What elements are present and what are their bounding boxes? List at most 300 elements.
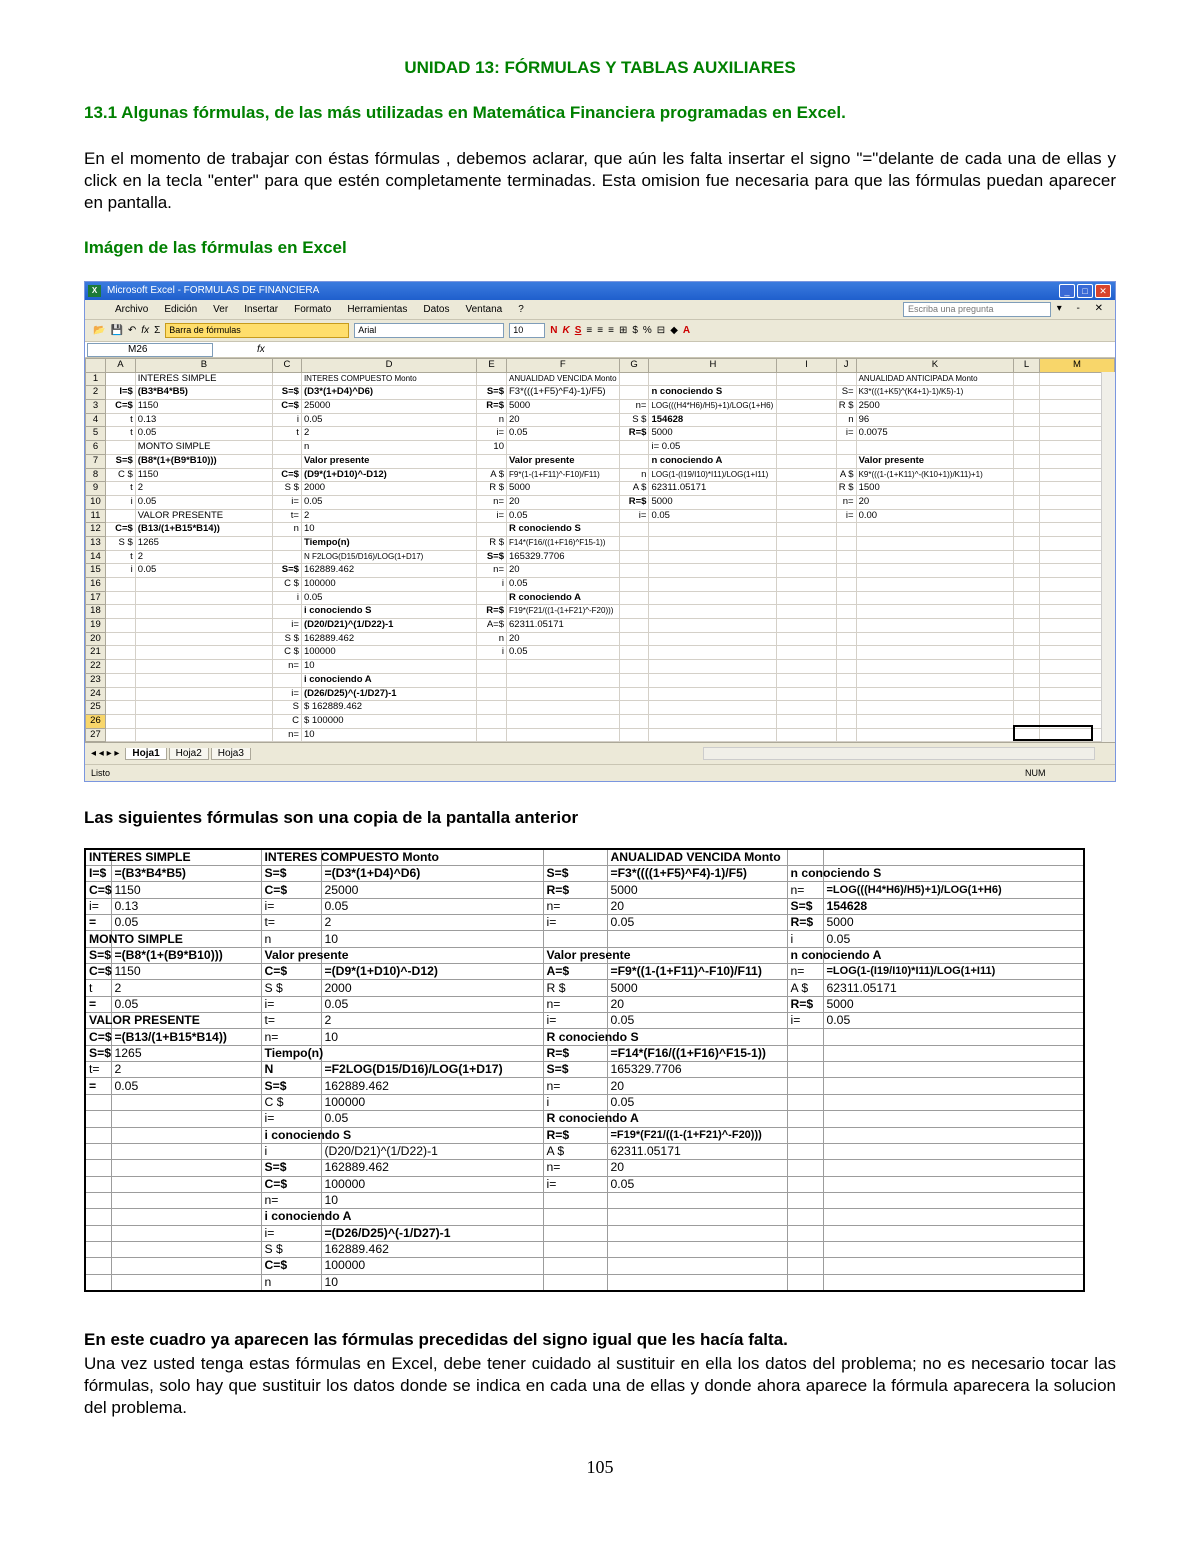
percent-icon[interactable]: % xyxy=(642,325,652,336)
cell[interactable] xyxy=(649,619,777,633)
row-header[interactable]: 3 xyxy=(86,400,106,414)
cell[interactable]: 0.00 xyxy=(856,509,1014,523)
cell[interactable] xyxy=(619,578,649,592)
cell[interactable]: i= xyxy=(477,509,507,523)
cell[interactable] xyxy=(777,372,836,386)
row-header[interactable]: 27 xyxy=(86,728,106,742)
cell[interactable]: 1150 xyxy=(135,400,272,414)
cell[interactable]: i= xyxy=(836,427,856,441)
cell[interactable] xyxy=(836,605,856,619)
cell[interactable] xyxy=(1014,591,1040,605)
cell[interactable] xyxy=(135,632,272,646)
cell[interactable] xyxy=(836,632,856,646)
cell[interactable]: (B3*B4*B5) xyxy=(135,386,272,400)
cell[interactable]: i= xyxy=(273,619,302,633)
cell[interactable]: 10 xyxy=(301,660,476,674)
cell[interactable]: 162889.462 xyxy=(301,564,476,578)
cell[interactable] xyxy=(1014,454,1040,468)
row-header[interactable]: 12 xyxy=(86,523,106,537)
cell[interactable] xyxy=(135,701,272,715)
cell[interactable] xyxy=(836,728,856,742)
cell[interactable]: 0.13 xyxy=(135,413,272,427)
cell[interactable] xyxy=(836,646,856,660)
cell[interactable]: S=$ xyxy=(105,454,135,468)
sum-icon[interactable]: Σ xyxy=(154,325,161,336)
cell[interactable] xyxy=(135,687,272,701)
cell[interactable]: ANUALIDAD ANTICIPADA Monto xyxy=(856,372,1014,386)
cell[interactable]: ANUALIDAD VENCIDA Monto xyxy=(507,372,620,386)
cell[interactable] xyxy=(105,591,135,605)
cell[interactable]: A $ xyxy=(619,482,649,496)
cell[interactable]: (D9*(1+D10)^-D12) xyxy=(301,468,476,482)
row-header[interactable]: 11 xyxy=(86,509,106,523)
cell[interactable]: 165329.7706 xyxy=(507,550,620,564)
column-header[interactable]: C xyxy=(273,359,302,373)
cell[interactable]: n xyxy=(477,632,507,646)
active-cell-cursor[interactable] xyxy=(1013,725,1093,741)
cell[interactable] xyxy=(619,728,649,742)
row-header[interactable]: 21 xyxy=(86,646,106,660)
cell[interactable] xyxy=(649,605,777,619)
cell[interactable]: t= xyxy=(273,509,302,523)
menu-item[interactable]: ? xyxy=(518,304,524,315)
cell[interactable] xyxy=(477,372,507,386)
column-header[interactable]: B xyxy=(135,359,272,373)
column-header[interactable]: H xyxy=(649,359,777,373)
cell[interactable] xyxy=(777,660,836,674)
cell[interactable] xyxy=(836,673,856,687)
minimize-icon[interactable]: _ xyxy=(1059,284,1075,298)
cell[interactable]: K9*(((1-(1+K11)^-(K10+1))/K11)+1) xyxy=(856,468,1014,482)
italic-icon[interactable]: K xyxy=(562,325,570,336)
cell[interactable] xyxy=(1014,386,1040,400)
cell[interactable] xyxy=(1014,605,1040,619)
cell[interactable]: 20 xyxy=(507,564,620,578)
cell[interactable] xyxy=(649,578,777,592)
cell[interactable]: 20 xyxy=(856,495,1014,509)
cell[interactable] xyxy=(777,632,836,646)
cell[interactable]: F14*(F16/((1+F16)^F15-1)) xyxy=(507,536,620,550)
cell[interactable]: S $ xyxy=(619,413,649,427)
cell[interactable] xyxy=(836,372,856,386)
cell[interactable]: 0.05 xyxy=(135,564,272,578)
cell[interactable] xyxy=(777,523,836,537)
cell[interactable]: $ 100000 xyxy=(301,714,476,728)
column-header[interactable]: K xyxy=(856,359,1014,373)
cell[interactable] xyxy=(777,468,836,482)
grid-corner[interactable] xyxy=(86,359,106,373)
cell[interactable] xyxy=(135,728,272,742)
cell[interactable] xyxy=(105,372,135,386)
cell[interactable]: 2500 xyxy=(856,400,1014,414)
align-center-icon[interactable]: ≡ xyxy=(597,325,604,336)
cell[interactable]: n xyxy=(273,523,302,537)
cell[interactable] xyxy=(836,454,856,468)
cell[interactable]: n conociendo A xyxy=(649,454,777,468)
cell[interactable]: 20 xyxy=(507,413,620,427)
cell[interactable] xyxy=(619,687,649,701)
cell[interactable]: 0.05 xyxy=(507,427,620,441)
cell[interactable] xyxy=(856,619,1014,633)
cell[interactable]: R conociendo A xyxy=(507,591,620,605)
cell[interactable] xyxy=(856,441,1014,455)
cell[interactable] xyxy=(649,591,777,605)
cell[interactable]: t xyxy=(273,427,302,441)
cell[interactable] xyxy=(1014,660,1040,674)
ask-question-input[interactable]: Escriba una pregunta xyxy=(903,302,1051,317)
cell[interactable]: R $ xyxy=(836,400,856,414)
cell[interactable]: n= xyxy=(477,564,507,578)
row-header[interactable]: 25 xyxy=(86,701,106,715)
cell[interactable] xyxy=(777,605,836,619)
column-header[interactable]: J xyxy=(836,359,856,373)
cell[interactable]: (D20/D21)^(1/D22)-1 xyxy=(301,619,476,633)
cell[interactable]: R=$ xyxy=(619,427,649,441)
cell[interactable] xyxy=(507,701,620,715)
cell[interactable]: 5000 xyxy=(649,495,777,509)
cell[interactable] xyxy=(856,701,1014,715)
cell[interactable] xyxy=(649,564,777,578)
cell[interactable]: S=$ xyxy=(273,386,302,400)
row-header[interactable]: 20 xyxy=(86,632,106,646)
cell[interactable] xyxy=(1014,509,1040,523)
bold-icon[interactable]: N xyxy=(550,325,558,336)
cell[interactable]: 154628 xyxy=(649,413,777,427)
cell[interactable] xyxy=(836,523,856,537)
cell[interactable] xyxy=(619,632,649,646)
cell[interactable] xyxy=(507,687,620,701)
row-header[interactable]: 15 xyxy=(86,564,106,578)
cell[interactable] xyxy=(105,578,135,592)
cell[interactable] xyxy=(273,605,302,619)
menu-item[interactable]: Insertar xyxy=(244,304,279,315)
cell[interactable]: 0.05 xyxy=(301,413,476,427)
cell[interactable]: R=$ xyxy=(619,495,649,509)
cell[interactable]: 1265 xyxy=(135,536,272,550)
cell[interactable] xyxy=(105,660,135,674)
cell[interactable] xyxy=(1014,564,1040,578)
cell[interactable]: C=$ xyxy=(105,400,135,414)
cell[interactable]: t xyxy=(105,427,135,441)
cell[interactable] xyxy=(649,523,777,537)
cell[interactable]: i xyxy=(477,646,507,660)
cell[interactable]: R conociendo S xyxy=(507,523,620,537)
cell[interactable] xyxy=(477,660,507,674)
cell[interactable]: R $ xyxy=(477,536,507,550)
cell[interactable] xyxy=(856,591,1014,605)
cell[interactable]: 1500 xyxy=(856,482,1014,496)
cell[interactable]: VALOR PRESENTE xyxy=(135,509,272,523)
cell[interactable] xyxy=(619,646,649,660)
menu-item[interactable]: Formato xyxy=(294,304,332,315)
cell[interactable]: 2000 xyxy=(301,482,476,496)
cell[interactable]: 20 xyxy=(507,632,620,646)
row-header[interactable]: 5 xyxy=(86,427,106,441)
cell[interactable] xyxy=(619,386,649,400)
cell[interactable] xyxy=(619,701,649,715)
cell[interactable] xyxy=(836,441,856,455)
cell[interactable]: i conociendo A xyxy=(301,673,476,687)
cell[interactable] xyxy=(1014,550,1040,564)
cell[interactable] xyxy=(105,619,135,633)
column-header[interactable]: F xyxy=(507,359,620,373)
cell[interactable] xyxy=(507,714,620,728)
cell[interactable]: 0.05 xyxy=(649,509,777,523)
workbook-controls-icon[interactable]: ▾ - ✕ xyxy=(1056,303,1109,314)
underline-icon[interactable]: S xyxy=(574,325,582,336)
horizontal-scrollbar[interactable] xyxy=(703,747,1095,760)
currency-icon[interactable]: $ xyxy=(632,325,638,336)
row-header[interactable]: 7 xyxy=(86,454,106,468)
cell[interactable]: Valor presente xyxy=(301,454,476,468)
cell[interactable] xyxy=(856,564,1014,578)
cell[interactable] xyxy=(649,714,777,728)
cell[interactable] xyxy=(105,714,135,728)
cell[interactable]: n= xyxy=(273,728,302,742)
cell[interactable]: 0.05 xyxy=(507,509,620,523)
cell[interactable] xyxy=(1014,536,1040,550)
cell[interactable]: A=$ xyxy=(477,619,507,633)
row-header[interactable]: 16 xyxy=(86,578,106,592)
cell[interactable]: 2 xyxy=(301,509,476,523)
row-header[interactable]: 4 xyxy=(86,413,106,427)
cell[interactable] xyxy=(777,578,836,592)
cell[interactable] xyxy=(619,536,649,550)
cell[interactable] xyxy=(105,605,135,619)
cell[interactable] xyxy=(1014,701,1040,715)
cell[interactable]: C=$ xyxy=(273,400,302,414)
cell[interactable] xyxy=(477,523,507,537)
menu-item[interactable]: Ventana xyxy=(465,304,503,315)
cell[interactable]: n xyxy=(301,441,476,455)
cell[interactable]: 5000 xyxy=(507,400,620,414)
cell[interactable]: C xyxy=(273,714,302,728)
cell[interactable]: I=$ xyxy=(105,386,135,400)
sheet-tab[interactable]: Hoja3 xyxy=(211,748,251,760)
cell[interactable] xyxy=(135,578,272,592)
cell[interactable]: i xyxy=(477,578,507,592)
cell[interactable] xyxy=(1014,632,1040,646)
cell[interactable]: $ 162889.462 xyxy=(301,701,476,715)
cell[interactable] xyxy=(105,646,135,660)
cell[interactable]: i conociendo S xyxy=(301,605,476,619)
cell[interactable] xyxy=(1014,427,1040,441)
fx-icon[interactable]: fx xyxy=(141,325,150,336)
column-header[interactable]: I xyxy=(777,359,836,373)
cell[interactable] xyxy=(856,687,1014,701)
cell[interactable] xyxy=(273,536,302,550)
row-header[interactable]: 2 xyxy=(86,386,106,400)
cell[interactable] xyxy=(619,619,649,633)
cell[interactable] xyxy=(105,687,135,701)
cell[interactable]: t xyxy=(105,550,135,564)
cell[interactable] xyxy=(1014,619,1040,633)
cell[interactable] xyxy=(477,714,507,728)
menu-item[interactable]: Archivo xyxy=(115,304,149,315)
cell[interactable] xyxy=(105,632,135,646)
cell[interactable]: N F2LOG(D15/D16)/LOG(1+D17) xyxy=(301,550,476,564)
name-box[interactable]: M26 xyxy=(87,343,213,357)
cell[interactable]: S=$ xyxy=(477,550,507,564)
cell[interactable]: LOG(1-(I19/I10)*I11)/LOG(1+I11) xyxy=(649,468,777,482)
cell[interactable] xyxy=(619,550,649,564)
row-header[interactable]: 19 xyxy=(86,619,106,633)
column-header[interactable]: L xyxy=(1014,359,1040,373)
cell[interactable]: i xyxy=(105,495,135,509)
cell[interactable]: 2 xyxy=(135,482,272,496)
column-header[interactable]: M xyxy=(1039,359,1114,373)
cell[interactable] xyxy=(135,605,272,619)
cell[interactable] xyxy=(856,728,1014,742)
cell[interactable]: t xyxy=(105,482,135,496)
cell[interactable] xyxy=(477,591,507,605)
row-header[interactable]: 8 xyxy=(86,468,106,482)
cell[interactable] xyxy=(273,673,302,687)
cell[interactable]: 20 xyxy=(507,495,620,509)
tab-nav-icon[interactable]: ◂ ◂ ▸ ▸ xyxy=(91,748,120,759)
vertical-scrollbar[interactable] xyxy=(1101,372,1115,742)
cell[interactable]: 10 xyxy=(477,441,507,455)
cell[interactable]: S $ xyxy=(273,632,302,646)
row-header[interactable]: 13 xyxy=(86,536,106,550)
cell[interactable]: C $ xyxy=(273,646,302,660)
cell[interactable]: 0.05 xyxy=(301,591,476,605)
cell[interactable]: S=$ xyxy=(273,564,302,578)
cell[interactable] xyxy=(477,673,507,687)
menu-item[interactable]: Datos xyxy=(423,304,450,315)
cell[interactable] xyxy=(135,714,272,728)
cell[interactable] xyxy=(777,646,836,660)
cell[interactable] xyxy=(649,660,777,674)
cell[interactable]: 10 xyxy=(301,728,476,742)
cell[interactable]: n conociendo S xyxy=(649,386,777,400)
cell[interactable] xyxy=(777,400,836,414)
cell[interactable]: S xyxy=(273,701,302,715)
row-header[interactable]: 14 xyxy=(86,550,106,564)
formula-bar-button[interactable]: Barra de fórmulas xyxy=(165,323,349,338)
cell[interactable] xyxy=(836,564,856,578)
row-header[interactable]: 17 xyxy=(86,591,106,605)
cell[interactable] xyxy=(836,687,856,701)
row-header[interactable]: 9 xyxy=(86,482,106,496)
cell[interactable] xyxy=(856,673,1014,687)
row-header[interactable]: 6 xyxy=(86,441,106,455)
cell[interactable] xyxy=(477,728,507,742)
column-header[interactable]: G xyxy=(619,359,649,373)
maximize-icon[interactable]: □ xyxy=(1077,284,1093,298)
cell[interactable] xyxy=(135,673,272,687)
cell[interactable] xyxy=(105,441,135,455)
cell[interactable]: S=$ xyxy=(477,386,507,400)
cell[interactable]: 0.0075 xyxy=(856,427,1014,441)
cell[interactable] xyxy=(1014,372,1040,386)
cell[interactable] xyxy=(777,427,836,441)
cell[interactable]: S $ xyxy=(273,482,302,496)
cell[interactable] xyxy=(836,619,856,633)
sheet-tab[interactable]: Hoja2 xyxy=(169,748,209,760)
cell[interactable]: 1150 xyxy=(135,468,272,482)
cell[interactable] xyxy=(777,441,836,455)
cell[interactable] xyxy=(1014,687,1040,701)
cell[interactable] xyxy=(649,632,777,646)
cell[interactable]: A $ xyxy=(836,468,856,482)
cell[interactable] xyxy=(777,673,836,687)
cell[interactable]: A $ xyxy=(477,468,507,482)
cell[interactable] xyxy=(836,591,856,605)
cell[interactable] xyxy=(507,728,620,742)
row-header[interactable]: 24 xyxy=(86,687,106,701)
save-icon[interactable]: 💾 xyxy=(110,325,123,336)
cell[interactable] xyxy=(649,728,777,742)
cell[interactable] xyxy=(856,632,1014,646)
cell[interactable] xyxy=(105,673,135,687)
cell[interactable] xyxy=(777,687,836,701)
cell[interactable] xyxy=(856,605,1014,619)
cell[interactable] xyxy=(777,714,836,728)
cell[interactable] xyxy=(649,536,777,550)
cell[interactable]: S $ xyxy=(105,536,135,550)
cell[interactable] xyxy=(1014,468,1040,482)
cell[interactable] xyxy=(619,605,649,619)
cell[interactable] xyxy=(619,660,649,674)
cell[interactable] xyxy=(777,701,836,715)
cell[interactable] xyxy=(619,591,649,605)
cell[interactable] xyxy=(619,564,649,578)
undo-icon[interactable]: ↶ xyxy=(127,325,137,336)
border-icon[interactable]: ⊟ xyxy=(656,325,666,336)
cell[interactable] xyxy=(777,495,836,509)
cell[interactable]: n xyxy=(477,413,507,427)
cell[interactable]: INTERES SIMPLE xyxy=(135,372,272,386)
cell[interactable] xyxy=(273,441,302,455)
cell[interactable] xyxy=(135,660,272,674)
cell[interactable] xyxy=(477,454,507,468)
cell[interactable] xyxy=(105,509,135,523)
cell[interactable] xyxy=(777,509,836,523)
cell[interactable] xyxy=(1014,400,1040,414)
font-color-icon[interactable]: A xyxy=(682,325,691,336)
cell[interactable]: 100000 xyxy=(301,646,476,660)
cell[interactable] xyxy=(777,728,836,742)
row-header[interactable]: 26 xyxy=(86,714,106,728)
cell[interactable] xyxy=(777,550,836,564)
cell[interactable] xyxy=(856,536,1014,550)
cell[interactable]: i= xyxy=(619,509,649,523)
cell[interactable]: n= xyxy=(477,495,507,509)
cell[interactable] xyxy=(777,536,836,550)
cell[interactable]: MONTO SIMPLE xyxy=(135,441,272,455)
cell[interactable] xyxy=(649,701,777,715)
cell[interactable] xyxy=(856,660,1014,674)
cell[interactable] xyxy=(836,578,856,592)
cell[interactable]: i= xyxy=(836,509,856,523)
cell[interactable] xyxy=(649,646,777,660)
cell[interactable]: K3*(((1+K5)^(K4+1)-1)/K5)-1) xyxy=(856,386,1014,400)
cell[interactable]: i= xyxy=(477,427,507,441)
cell[interactable]: i= xyxy=(273,495,302,509)
cell[interactable] xyxy=(777,591,836,605)
column-header[interactable]: A xyxy=(105,359,135,373)
cell[interactable]: C $ xyxy=(273,578,302,592)
sheet-tab[interactable]: Hoja1 xyxy=(125,748,166,760)
cell[interactable] xyxy=(856,714,1014,728)
merge-icon[interactable]: ⊞ xyxy=(618,325,628,336)
cell[interactable]: 10 xyxy=(301,523,476,537)
cell[interactable] xyxy=(135,646,272,660)
cell[interactable] xyxy=(649,673,777,687)
cell[interactable]: C $ xyxy=(105,468,135,482)
cell[interactable] xyxy=(836,536,856,550)
